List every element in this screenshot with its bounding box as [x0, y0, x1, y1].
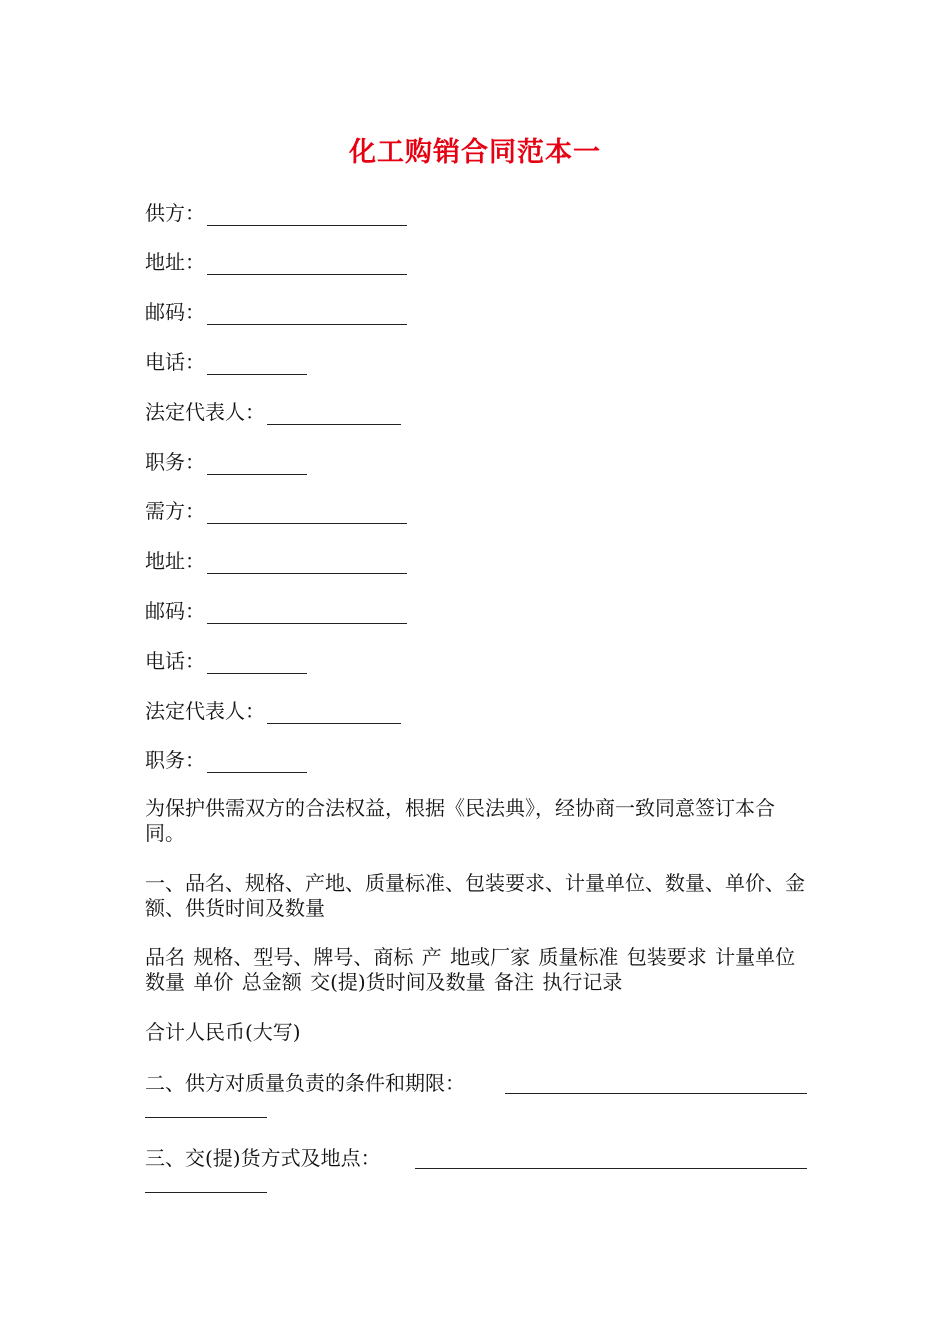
supplier-postcode-blank[interactable]	[207, 304, 407, 325]
section2-blank-line2[interactable]	[145, 1117, 267, 1118]
supplier-postcode-field	[145, 299, 407, 325]
supplier-phone-blank[interactable]	[207, 354, 307, 375]
supplier-party-label: 供方：	[145, 201, 205, 225]
supplier-legal-rep-label: 法定代表人：	[145, 400, 265, 424]
section1-heading: 一、品名、规格、产地、质量标准、包装要求、计量单位、数量、单价、金额、供货时间及数量	[145, 871, 805, 920]
supplier-position-field	[145, 449, 307, 475]
section3-blank-line1[interactable]	[415, 1168, 807, 1169]
section3-label: 三、交(提)货方式及地点：	[145, 1146, 381, 1170]
buyer-position-field	[145, 747, 307, 773]
buyer-postcode-field	[145, 598, 407, 624]
buyer-phone-field	[145, 648, 307, 674]
buyer-postcode-label: 邮码：	[145, 599, 205, 623]
buyer-legal-rep-field	[145, 698, 401, 724]
supplier-position-blank[interactable]	[207, 454, 307, 475]
supplier-party-field	[145, 200, 407, 226]
buyer-party-label: 需方：	[145, 499, 205, 523]
section2-blank-line1[interactable]	[505, 1093, 807, 1094]
buyer-postcode-blank[interactable]	[207, 603, 407, 624]
supplier-position-label: 职务：	[145, 450, 205, 474]
buyer-legal-rep-blank[interactable]	[267, 703, 401, 724]
document-title: 化工购销合同范本一	[349, 137, 601, 168]
buyer-address-field	[145, 548, 407, 574]
section2-label: 二、供方对质量负责的条件和期限：	[145, 1071, 465, 1095]
buyer-party-blank[interactable]	[207, 503, 407, 524]
section1-columns: 品名 规格、型号、牌号、商标 产 地或厂家 质量标准 包装要求 计量单位 数量 单价 总金额 交(提)货时间及数量 备注 执行记录	[145, 945, 796, 994]
section2-field	[145, 1070, 465, 1096]
section3-field	[145, 1145, 381, 1171]
buyer-address-label: 地址：	[145, 549, 205, 573]
buyer-position-label: 职务：	[145, 748, 205, 772]
preamble-paragraph: 为保护供需双方的合法权益，根据《民法典》，经协商一致同意签订本合同。	[145, 796, 775, 845]
supplier-party-blank[interactable]	[207, 205, 407, 226]
buyer-phone-blank[interactable]	[207, 653, 307, 674]
supplier-address-label: 地址：	[145, 250, 205, 274]
supplier-postcode-label: 邮码：	[145, 300, 205, 324]
total-amount-label: 合计人民币(大写)	[145, 1020, 301, 1044]
supplier-address-field	[145, 249, 407, 275]
buyer-phone-label: 电话：	[145, 649, 205, 673]
buyer-legal-rep-label: 法定代表人：	[145, 699, 265, 723]
supplier-legal-rep-field	[145, 399, 401, 425]
supplier-phone-field	[145, 349, 307, 375]
buyer-party-field	[145, 498, 407, 524]
buyer-address-blank[interactable]	[207, 553, 407, 574]
buyer-position-blank[interactable]	[207, 752, 307, 773]
supplier-address-blank[interactable]	[207, 254, 407, 275]
supplier-phone-label: 电话：	[145, 350, 205, 374]
supplier-legal-rep-blank[interactable]	[267, 404, 401, 425]
section3-blank-line2[interactable]	[145, 1192, 267, 1193]
